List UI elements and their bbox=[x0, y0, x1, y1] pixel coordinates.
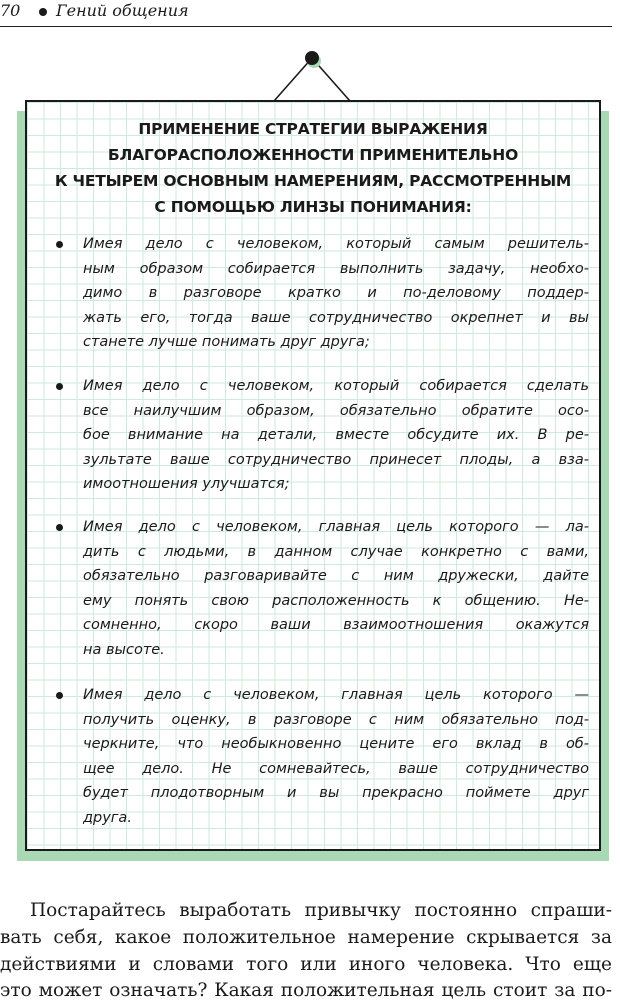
list-item-text bbox=[83, 232, 589, 355]
text-line: бое внимание на детали, вместе обсудите их. В ре- bbox=[83, 427, 589, 444]
paragraph-line: это может означать? Какая положительная цель стоит за по- bbox=[0, 980, 612, 1002]
strategy-board bbox=[25, 100, 601, 851]
board-hanger-icon bbox=[270, 46, 354, 102]
body-paragraph bbox=[0, 898, 612, 1005]
board-title-line: ПРИМЕНЕНИЕ СТРАТЕГИИ ВЫРАЖЕНИЯ bbox=[138, 120, 488, 138]
list-item-text bbox=[83, 515, 589, 663]
board-title-line: БЛАГОРАСПОЛОЖЕННОСТИ ПРИМЕНИТЕЛЬНО bbox=[107, 146, 519, 164]
text-line: Имея дело с человеком, главная цель которого — bbox=[83, 687, 589, 703]
board-title bbox=[27, 116, 599, 220]
text-line: зультате ваше сотрудничество принесет плоды, а вза- bbox=[83, 451, 589, 468]
bullet-dot bbox=[56, 383, 63, 390]
header-bullet-dot bbox=[39, 8, 47, 16]
text-line: черкните, что необыкновенно цените его вклад в об- bbox=[83, 736, 589, 753]
text-line: Имея дело с человеком, который собирается сделать bbox=[83, 378, 589, 394]
running-title: Гений общения bbox=[56, 1, 189, 20]
bullet-dot bbox=[56, 241, 63, 248]
bullet-dot bbox=[56, 692, 63, 699]
text-line: друга. bbox=[83, 809, 132, 826]
board-title-line: С ПОМОЩЬЮ ЛИНЗЫ ПОНИМАНИЯ: bbox=[154, 198, 472, 216]
bullet-dot bbox=[56, 524, 63, 531]
text-line: получить оценку, в разговоре с ним обязательно под- bbox=[83, 711, 589, 728]
text-line: все наилучшим образом, обязательно обратите осо- bbox=[83, 402, 589, 419]
list-item-text bbox=[83, 683, 589, 831]
text-line: щее дело. Не сомневайтесь, ваше сотрудничество bbox=[83, 760, 589, 777]
text-line: обязательно разговаривайте с ним дружески, дайте bbox=[83, 568, 589, 585]
text-line: ным образом собирается выполнить задачу, необхо- bbox=[83, 260, 589, 277]
text-line: Имея дело с человеком, который самым решитель- bbox=[83, 236, 589, 252]
list-item-text bbox=[83, 374, 589, 497]
page-number: 70 bbox=[0, 1, 21, 20]
board-title-line: К ЧЕТЫРЕМ ОСНОВНЫМ НАМЕРЕНИЯМ, РАССМОТРЕННЫМ bbox=[54, 172, 572, 190]
text-line: станете лучше понимать друг друга; bbox=[83, 334, 370, 351]
paragraph-line: действиями и словами того или иного человека. Что еще bbox=[0, 953, 612, 975]
text-line: будет плодотворным и вы прекрасно поймете друг bbox=[83, 785, 589, 802]
paragraph-line: Постарайтесь выработать привычку постоянно спраши- bbox=[30, 900, 612, 921]
text-line: ему понять свою расположенность к общению. Не- bbox=[83, 592, 589, 609]
text-line: жать его, тогда ваше сотрудничество окрепнет и вы bbox=[83, 309, 589, 326]
paragraph-line: вать себя, какое положительное намерение скрывается за bbox=[0, 926, 612, 948]
text-line: Имея дело с человеком, главная цель которого — ла- bbox=[83, 519, 589, 535]
text-line: сомненно, скоро ваши взаимоотношения окажутся bbox=[83, 617, 589, 634]
text-line: имоотношения улучшатся; bbox=[83, 476, 290, 493]
text-line: димо в разговоре кратко и по-деловому поддер- bbox=[83, 285, 589, 302]
page-header bbox=[0, 0, 612, 27]
text-line: дить с людьми, в данном случае конкретно с вами, bbox=[83, 543, 589, 560]
text-line: на высоте. bbox=[83, 641, 165, 658]
